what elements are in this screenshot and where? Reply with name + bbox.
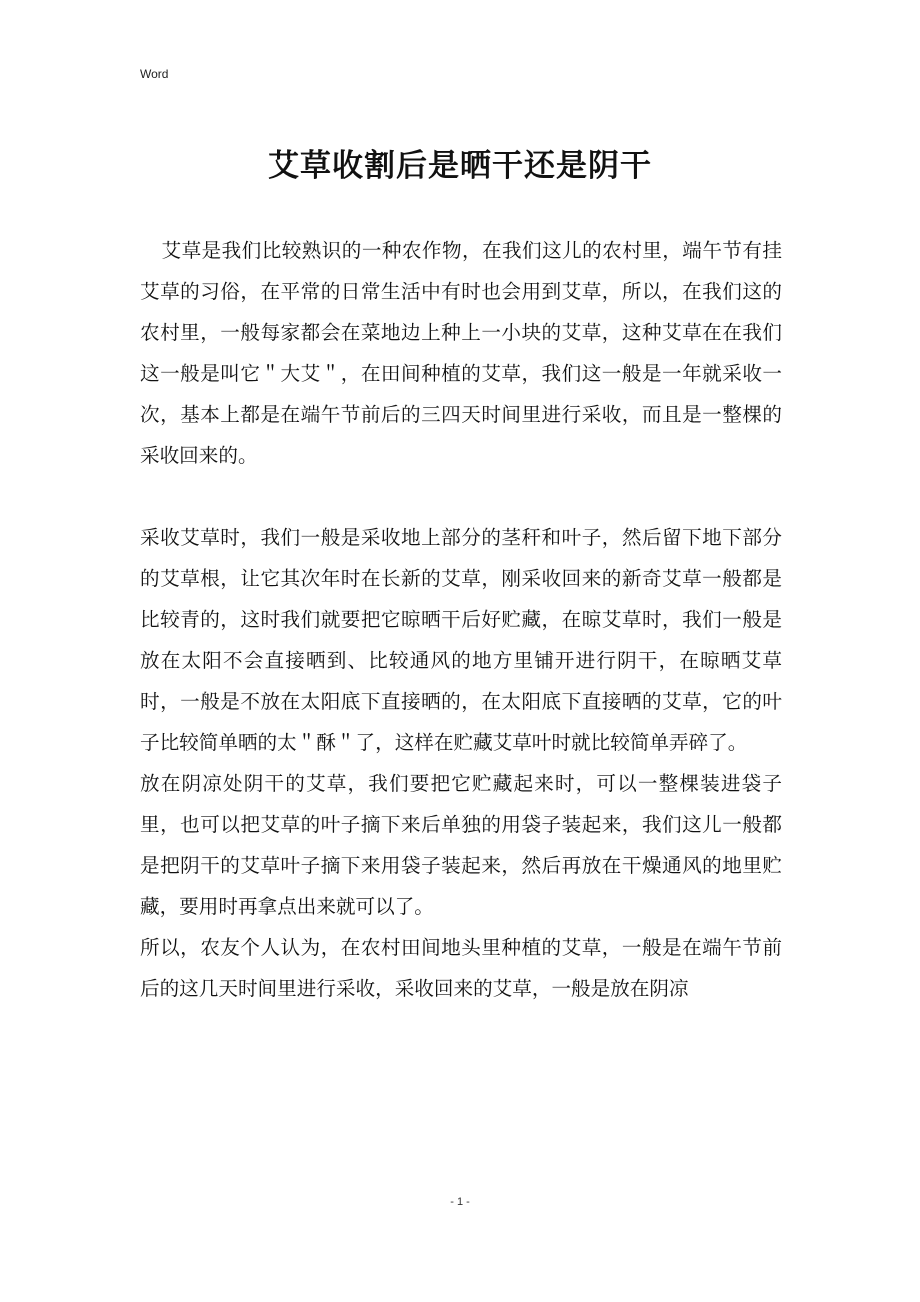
paragraph-2: 采收艾草时，我们一般是采收地上部分的茎秆和叶子，然后留下地下部分的艾草根，让它其次年时在长新的艾草，刚采收回来的新奇艾草一般都是比较青的，这时我们就要把它晾晒干后好贮藏，在晾艾草时，我们一般是放在太阳不会直接晒到、比较通风的地方里铺开进行阴干，在晾晒艾草时，一般是不放在太阳底下直接晒的，在太阳底下直接晒的艾草，它的叶子比较简单晒的太＂酥＂了，这样在贮藏艾草叶时就比较简单弄碎了。 <box>140 526 782 754</box>
header-word-label: Word <box>140 67 169 81</box>
paragraph-1: 艾草是我们比较熟识的一种农作物，在我们这儿的农村里，端午节有挂艾草的习俗，在平常的日常生活中有时也会用到艾草，所以，在我们这的农村里，一般每家都会在菜地边上种上一小块的艾草，这种艾草在在我们这一般是叫它＂大艾＂，在田间种植的艾草，我们这一般是一年就采收一次，基本上都是在端午节前后的三四天时间里进行采收，而且是一整棵的采收回来的。 <box>140 239 782 467</box>
document-body <box>140 230 782 1009</box>
document-title: 艾草收割后是晒干还是阴干 <box>268 148 652 184</box>
page-number: - 1 - <box>450 1196 470 1208</box>
paragraph-3: 放在阴凉处阴干的艾草，我们要把它贮藏起来时，可以一整棵装进袋子里，也可以把艾草的叶子摘下来后单独的用袋子装起来，我们这儿一般都是把阴干的艾草叶子摘下来用袋子装起来，然后再放在干燥通风的地里贮藏，要用时再拿点出来就可以了。 <box>140 772 782 918</box>
paragraph-4: 所以，农友个人认为，在农村田间地头里种植的艾草，一般是在端午节前后的这几天时间里进行采收，采收回来的艾草，一般是放在阴凉 <box>140 936 782 1000</box>
